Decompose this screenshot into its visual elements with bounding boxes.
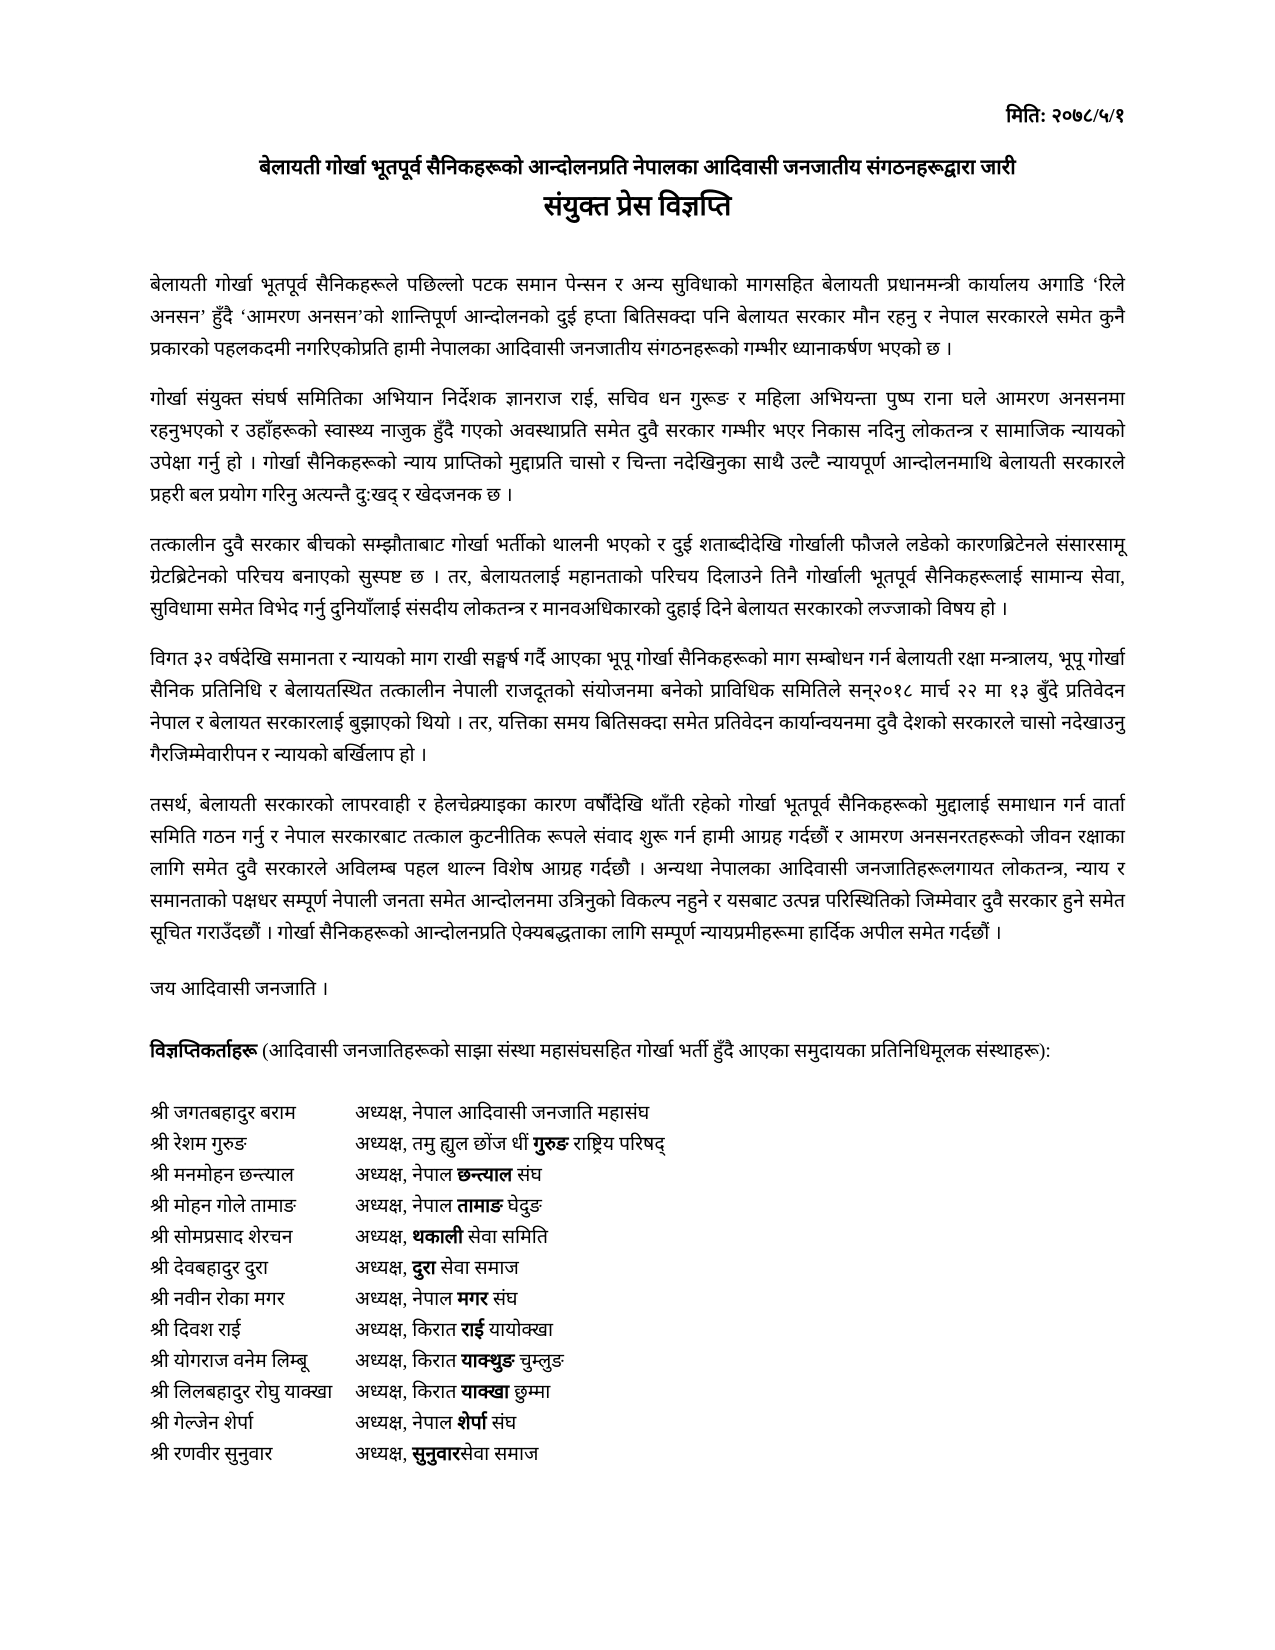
table-row [150, 1129, 1125, 1160]
signatory-position [355, 1408, 1125, 1439]
position-pre: अध्यक्ष, नेपाल [355, 1196, 458, 1217]
table-row [150, 1098, 1125, 1129]
position-bold: शेर्पा [457, 1413, 487, 1434]
signatory-position [355, 1315, 1125, 1346]
signatory-name: श्री देवबहादुर दुरा [150, 1258, 269, 1279]
signatory-position [355, 1191, 1125, 1222]
signatory-name: श्री योगराज वनेम लिम्बू [150, 1351, 308, 1372]
position-pre: अध्यक्ष, तमु ह्युल छोंज धीं [355, 1134, 534, 1155]
position-bold: छन्त्याल [457, 1165, 513, 1186]
paragraph-1: बेलायती गोर्खा भूतपूर्व सैनिकहरूले पछिल्लो पटक समान पेन्सन र अन्य सुविधाको मागसहित बेलायती प्रधानमन्त्री कार्यालय अगाडि ‘रिले अनसन’ हुँदै ‘आमरण अनसन’को शान्तिपूर्ण आन्दोलनको दुई हप्ता बितिसक्दा पनि बेलायत सरकार मौन रहनु र नेपाल सरकारले समेत कुनै प्रकारको पहलकदमी नगरिएकोप्रति हामी नेपालका आदिवासी जनजातीय संगठनहरूको गम्भीर ध्यानाकर्षण भएको छ । [150, 275, 1125, 360]
signatories-list [150, 1098, 1125, 1470]
position-bold: दुरा [412, 1258, 436, 1279]
position-bold: थकाली [412, 1227, 464, 1248]
signatory-position [355, 1439, 1125, 1470]
signatories-heading-rest: (आदिवासी जनजातिहरूको साझा संस्था महासंघसहित गोर्खा भर्ती हुँदै आएका समुदायका प्रतिनिधिमूलक संस्थाहरू): [257, 1041, 1051, 1062]
signatory-name: श्री मोहन गोले तामाङ [150, 1196, 296, 1217]
position-pre: अध्यक्ष, [355, 1227, 413, 1248]
position-pre: अध्यक्ष, नेपाल [355, 1165, 458, 1186]
document-title: संयुक्त प्रेस विज्ञप्ति [543, 191, 732, 222]
position-bold: राई [461, 1320, 484, 1341]
position-post: राष्ट्रिय परिषद् [568, 1134, 665, 1155]
position-pre: अध्यक्ष, [355, 1444, 413, 1465]
signatory-position [355, 1222, 1125, 1253]
signatories-heading-bold: विज्ञप्तिकर्ताहरू [150, 1041, 258, 1062]
signatory-position [355, 1098, 1125, 1129]
position-post: चुम्लुङ [514, 1351, 564, 1372]
position-pre: अध्यक्ष, [355, 1258, 413, 1279]
position-pre: अध्यक्ष, नेपाल आदिवासी जनजाति महासंघ [355, 1103, 650, 1124]
document-subtitle: बेलायती गोर्खा भूतपूर्व सैनिकहरूको आन्दोलनप्रति नेपालका आदिवासी जनजातीय संगठनहरूद्वारा जारी [259, 155, 1016, 179]
position-bold: याक्थुङ [461, 1351, 515, 1372]
signatory-position [355, 1253, 1125, 1284]
date-label: मिति: २०७८/५/१ [1006, 105, 1125, 127]
position-post: संघ [486, 1413, 517, 1434]
table-row [150, 1284, 1125, 1315]
signatory-name: श्री गेल्जेन शेर्पा [150, 1413, 254, 1434]
signatory-position [355, 1160, 1125, 1191]
position-pre: अध्यक्ष, नेपाल [355, 1413, 458, 1434]
table-row [150, 1408, 1125, 1439]
position-post: संघ [487, 1289, 518, 1310]
position-post: यायोक्खा [483, 1320, 554, 1341]
position-post: घेदुङ [502, 1196, 542, 1217]
signatory-name: श्री दिवश राई [150, 1320, 241, 1341]
signatory-name: श्री नवीन रोका मगर [150, 1289, 285, 1310]
closing-slogan: जय आदिवासी जनजाति । [150, 979, 329, 1000]
position-pre: अध्यक्ष, किरात [355, 1382, 462, 1403]
position-post: छुम्मा [509, 1382, 551, 1403]
position-post: सेवा समाज [460, 1444, 539, 1465]
signatory-name: श्री रेशम गुरुङ [150, 1134, 247, 1155]
signatory-position [355, 1129, 1125, 1160]
table-row [150, 1160, 1125, 1191]
paragraph-3: तत्कालीन दुवै सरकार बीचको सम्झौताबाट गोर्खा भर्तीको थालनी भएको र दुई शताब्दीदेखि गोर्खाली फौजले लडेको कारणब्रिटेनले संसारसामू ग्रेटब्रिटेनको परिचय बनाएको सुस्पष्ट छ । तर, बेलायतलाई महानताको परिचय दिलाउने तिनै गोर्खाली भूतपूर्व सैनिकहरूलाई सामान्य सेवा, सुविधामा समेत विभेद गर्नु दुनियाँलाई संसदीय लोकतन्त्र र मानवअधिकारको दुहाई दिने बेलायत सरकारको लज्जाको विषय हो । [150, 535, 1125, 620]
table-row [150, 1346, 1125, 1377]
signatory-position [355, 1284, 1125, 1315]
signatory-name: श्री लिलबहादुर रोघु याक्खा [150, 1382, 333, 1403]
table-row [150, 1315, 1125, 1346]
position-bold: मगर [457, 1289, 488, 1310]
position-bold: सुनुवार [412, 1444, 461, 1465]
position-post: सेवा समिति [463, 1227, 548, 1248]
table-row [150, 1377, 1125, 1408]
position-bold: गुरुङ [533, 1134, 569, 1155]
position-pre: अध्यक्ष, किरात [355, 1351, 462, 1372]
signatory-name: श्री सोमप्रसाद शेरचन [150, 1227, 293, 1248]
signatory-name: श्री रणवीर सुनुवार [150, 1444, 273, 1465]
signatories-heading [150, 1036, 1125, 1068]
signatory-position [355, 1377, 1125, 1408]
table-row [150, 1191, 1125, 1222]
position-bold: याक्खा [461, 1382, 510, 1403]
position-post: संघ [512, 1165, 542, 1186]
signatory-position [355, 1346, 1125, 1377]
position-pre: अध्यक्ष, नेपाल [355, 1289, 458, 1310]
signatory-name: श्री जगतबहादुर बराम [150, 1103, 296, 1124]
table-row [150, 1222, 1125, 1253]
table-row [150, 1253, 1125, 1284]
signatory-name: श्री मनमोहन छन्त्याल [150, 1165, 294, 1186]
position-post: सेवा समाज [435, 1258, 519, 1279]
paragraph-4: विगत ३२ वर्षदेखि समानता र न्यायको माग राखी सङ्घर्ष गर्दै आएका भूपू गोर्खा सैनिकहरूको माग सम्बोधन गर्न बेलायती रक्षा मन्त्रालय, भूपू गोर्खा सैनिक प्रतिनिधि र बेलायतस्थित तत्कालीन नेपाली राजदूतको संयोजनमा बनेको प्राविधिक समितिले सन्२०१८ मार्च २२ मा १३ बुँदे प्रतिवेदन नेपाल र बेलायत सरकारलाई बुझाएको थियो । तर, यत्तिका समय बितिसक्दा समेत प्रतिवेदन कार्यान्वयनमा दुवै देशको सरकारले चासो नदेखाउनु गैरजिम्मेवारीपन र न्यायको बर्खिलाप हो । [150, 649, 1125, 766]
position-pre: अध्यक्ष, किरात [355, 1320, 462, 1341]
paragraph-2: गोर्खा संयुक्त संघर्ष समितिका अभियान निर्देशक ज्ञानराज राई, सचिव धन गुरूङ र महिला अभियन्ता पुष्प राना घले आमरण अनसनमा रहनुभएको र उहाँहरूको स्वास्थ्य नाजुक हुँदै गएको अवस्थाप्रति समेत दुवै सरकार गम्भीर भएर निकास नदिनु लोकतन्त्र र सामाजिक न्यायको उपेक्षा गर्नु हो । गोर्खा सैनिकहरूको न्याय प्राप्तिको मुद्दाप्रति चासो र चिन्ता नदेखिनुका साथै उल्टै न्यायपूर्ण आन्दोलनमाथि बेलायती सरकारले प्रहरी बल प्रयोग गरिनु अत्यन्तै दु:खद् र खेदजनक छ । [150, 389, 1125, 506]
paragraph-5: तसर्थ, बेलायती सरकारको लापरवाही र हेलचेक्र्याइका कारण वर्षौंदेखि थाँती रहेको गोर्खा भूतपूर्व सैनिकहरूको मुद्दालाई समाधान गर्न वार्ता समिति गठन गर्नु र नेपाल सरकारबाट तत्काल कुटनीतिक रूपले संवाद शुरू गर्न हामी आग्रह गर्दछौं र आमरण अनसनरतहरूको जीवन रक्षाका लागि समेत दुवै सरकारले अविलम्ब पहल थाल्न विशेष आग्रह गर्दछौ । अन्यथा नेपालका आदिवासी जनजातिहरूलगायत लोकतन्त्र, न्याय र समानताको पक्षधर सम्पूर्ण नेपाली जनता समेत आन्दोलनमा उत्रिनुको विकल्प नहुने र यसबाट उत्पन्न परिस्थितिको जिम्मेवार दुवै सरकार हुने समेत सूचित गराउँदछौं । गोर्खा सैनिकहरूको आन्दोलनप्रति ऐक्यबद्धताका लागि सम्पूर्ण न्यायप्रमीहरूमा हार्दिक अपील समेत गर्दछौं । [150, 795, 1125, 944]
position-bold: तामाङ [457, 1196, 503, 1217]
table-row [150, 1439, 1125, 1470]
